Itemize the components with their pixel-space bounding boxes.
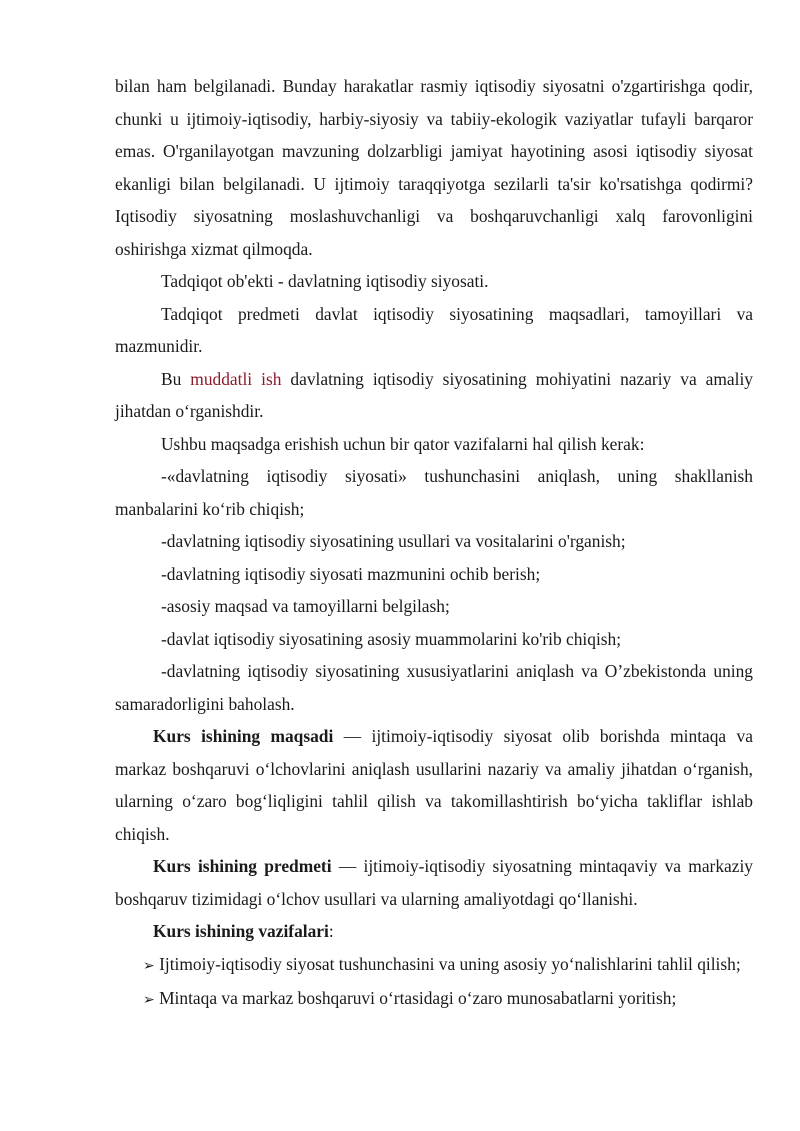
paragraph-course-tasks <box>115 915 753 948</box>
paragraph-work-purpose <box>115 363 753 428</box>
muddatli-ish-link[interactable]: muddatli ish <box>190 368 282 389</box>
task-item: -davlatning iqtisodiy siyosatining xususiyatlarini aniqlash va O’zbekistonda uning samaradorligini baholash. <box>115 661 753 714</box>
bullet-text: Ijtimoiy-iqtisodiy siyosat tushunchasini va uning asosiy yo‘nalishlarini tahlil qilish; <box>159 953 741 974</box>
arrow-bullet-icon: ➢ <box>143 992 155 1008</box>
text-segment: — ijtimoiy-iqtisodiy siyosatning mintaqaviy va markaziy boshqaruv tizimidagi o‘lchov usullari va ularning amaliyotdagi qo‘llanishi. <box>115 856 753 909</box>
paragraph-tasks-intro: Ushbu maqsadga erishish uchun bir qator vazifalarni hal qilish kerak: <box>161 433 645 454</box>
task-item: -«davlatning iqtisodiy siyosati» tushunchasini aniqlash, uning shakllanish manbalarini ko‘rib chiqish; <box>115 466 753 519</box>
bullet-item <box>115 982 753 1017</box>
task-item: -davlatning iqtisodiy siyosati mazmunini ochib berish; <box>161 563 541 584</box>
course-tasks-heading: Kurs ishining vazifalari <box>153 921 329 941</box>
course-goal-heading: Kurs ishining maqsadi <box>153 726 334 746</box>
paragraph-course-goal <box>115 720 753 850</box>
task-item: -asosiy maqsad va tamoyillarni belgilash; <box>161 596 450 616</box>
paragraph-intro-continuation: bilan ham belgilanadi. Bunday harakatlar rasmiy iqtisodiy siyosatni o'zgartirishga qodir, chunki u ijtimoiy-iqtisodiy, harbiy-siyosiy va tabiiy-ekologik vaziyatlar tufayli barqaror emas. O'rganilayotgan mavzuning dolzarbligi jamiyat hayotining asosi iqtisodiy siyosat ekanligi bilan belgilanadi. U ijtimoiy taraqqiyotga sezilarli ta'sir ko'rsatishga qodirmi? Iqtisodiy siyosatning moslashuvchanligi va boshqaruvchanligi xalq farovonligini oshirishga xizmat qilmoqda. <box>115 76 753 259</box>
text-segment: Bu <box>161 368 191 389</box>
task-item: -davlat iqtisodiy siyosatining asosiy muammolarini ko'rib chiqish; <box>161 628 622 649</box>
bullet-text: Mintaqa va markaz boshqaruvi o‘rtasidagi o‘zaro munosabatlarni yoritish; <box>159 988 677 1008</box>
text-segment: davlatning iqtisodiy siyosatining mohiyatini nazariy va amaliy jihatdan o‘rganishdir. <box>115 368 753 421</box>
arrow-bullet-icon: ➢ <box>143 957 155 974</box>
text-segment: : <box>328 921 334 941</box>
paragraph-course-subject <box>115 850 753 915</box>
task-item: -davlatning iqtisodiy siyosatining usullari va vositalarini o'rganish; <box>161 531 626 551</box>
text-segment: — ijtimoiy-iqtisodiy siyosat olib borishda mintaqa va markaz boshqaruvi o‘lchovlarini aniqlash usullarini nazariy va amaliy jihatdan o‘rganish, ularning o‘zaro bog‘liqligini tahlil qilish va takomillashtirish bo‘yicha takliflar ishlab chiqish. <box>115 726 753 844</box>
paragraph-research-subject: Tadqiqot predmeti davlat iqtisodiy siyosatining maqsadlari, tamoyillari va mazmunidir. <box>115 303 753 356</box>
course-subject-heading: Kurs ishining predmeti <box>153 856 332 876</box>
bullet-item <box>115 948 753 983</box>
paragraph-research-object: Tadqiqot ob'ekti - davlatning iqtisodiy siyosati. <box>161 271 489 291</box>
